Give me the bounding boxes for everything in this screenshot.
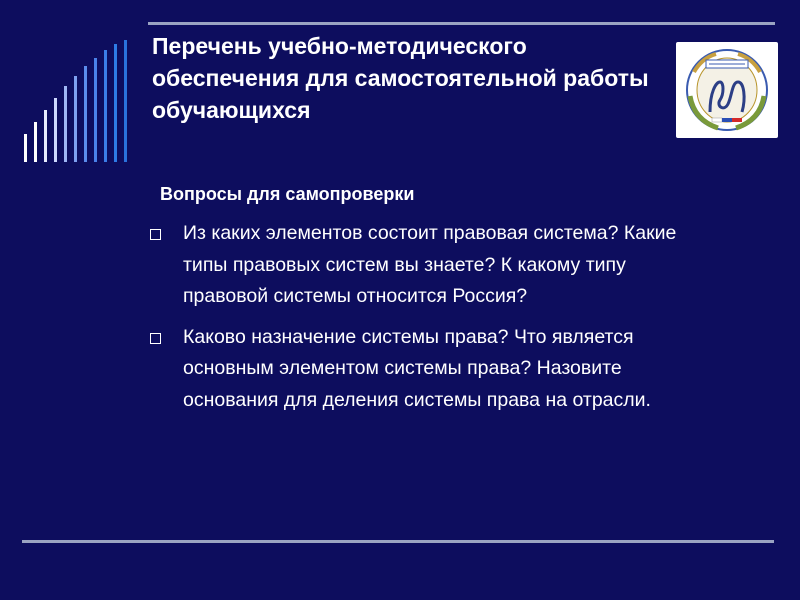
list-item [150, 322, 710, 417]
stripe [64, 86, 67, 162]
top-divider [148, 22, 775, 25]
stripe [74, 76, 77, 162]
stripe [44, 110, 47, 162]
question-text: Каково назначение системы права? Что является основным элементом системы права? Назовите основания для деления системы права на отрасли. [183, 325, 651, 411]
list-item [150, 218, 710, 313]
stripe [124, 40, 127, 162]
square-bullet-icon [150, 333, 161, 344]
section-subtitle: Вопросы для самопроверки [160, 184, 415, 204]
stripe [104, 50, 107, 162]
university-emblem-icon [676, 42, 778, 138]
question-text: Из каких элементов состоит правовая система? Какие типы правовых систем вы знаете? К какому типу правовой системы относится Россия? [183, 222, 677, 307]
stripe [54, 98, 57, 162]
stripe [34, 122, 37, 162]
stripe [24, 134, 27, 162]
stripe [94, 58, 97, 162]
square-bullet-icon [150, 229, 161, 240]
bottom-divider [22, 540, 774, 543]
questions-list [150, 218, 710, 425]
stripe [84, 66, 87, 162]
stripe [114, 44, 117, 162]
decorative-stripes [22, 40, 132, 162]
slide-title: Перечень учебно-методического обеспечения для самостоятельной работы обучающихся [152, 33, 649, 123]
